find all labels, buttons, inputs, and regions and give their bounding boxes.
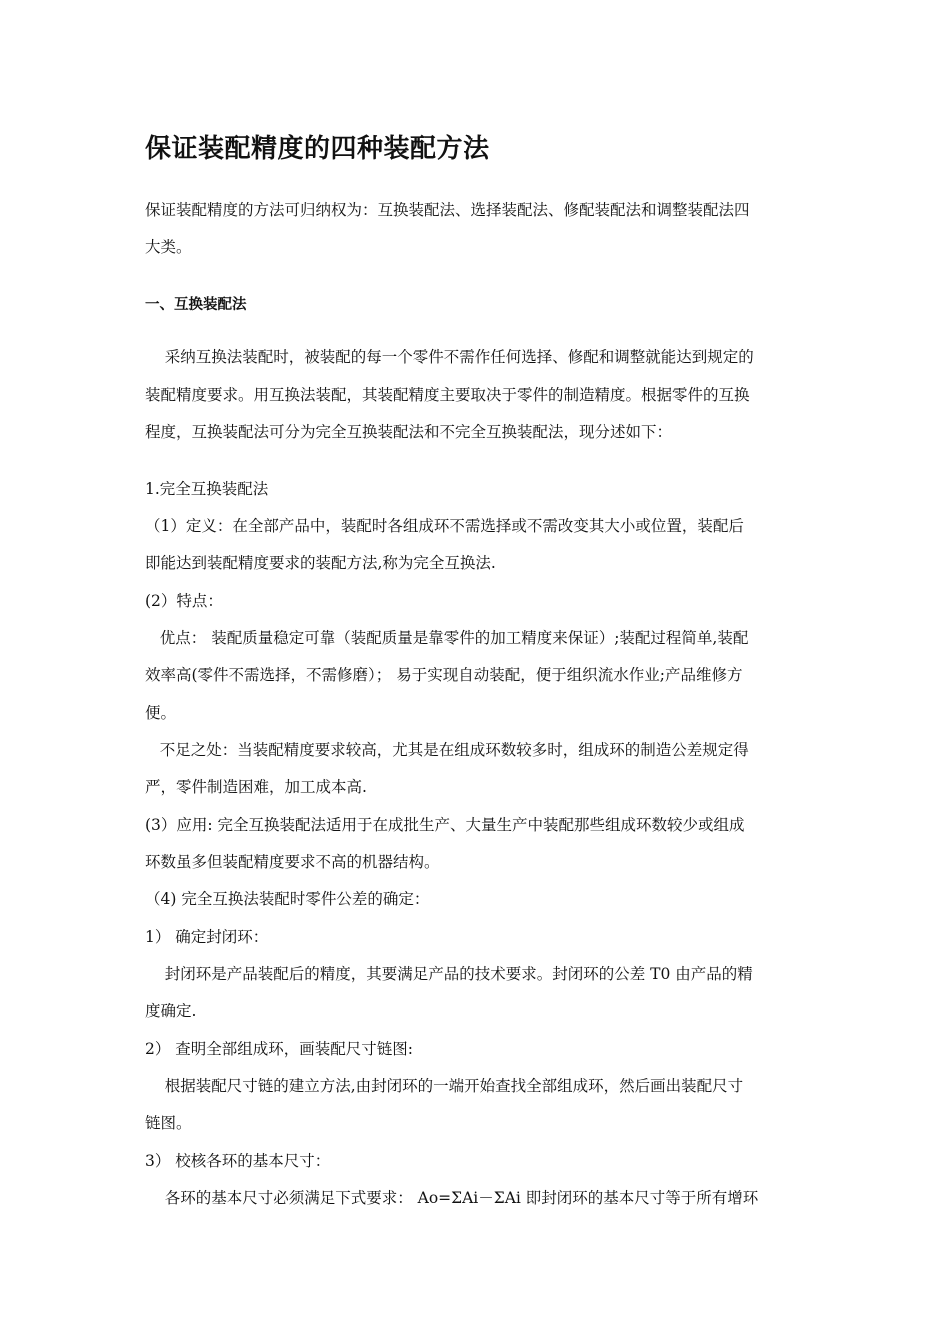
application-line-2: 环数虽多但装配精度要求不高的机器结构。	[145, 853, 440, 871]
subsection-title-complete-interchange: 1.完全互换装配法	[145, 480, 269, 498]
step2-line-2: 链图。	[145, 1114, 192, 1132]
intro-line-1: 保证装配精度的方法可归纳权为：互换装配法、选择装配法、修配装配法和调整装配法四	[145, 201, 750, 219]
section1-line-2: 装配精度要求。用互换法装配，其装配精度主要取决于零件的制造精度。根据零件的互换	[145, 386, 750, 404]
definition-line-2: 即能达到装配精度要求的装配方法,称为完全互换法.	[145, 554, 496, 572]
step3-title: 3） 校核各环的基本尺寸：	[145, 1152, 331, 1170]
disadvantages-line-2: 严，零件制造困难，加工成本高.	[145, 778, 367, 796]
features-label: (2）特点：	[145, 592, 223, 610]
step2-line-1: 根据装配尺寸链的建立方法,由封闭环的一端开始查找全部组成环，然后画出装配尺寸	[145, 1077, 744, 1095]
advantages-line-1: 优点： 装配质量稳定可靠（装配质量是靠零件的加工精度来保证）;装配过程简单,装配	[145, 629, 749, 647]
definition-line-1: （1）定义：在全部产品中，装配时各组成环不需选择或不需改变其大小或位置，装配后	[145, 517, 744, 535]
step1-line-2: 度确定.	[145, 1002, 197, 1020]
advantages-line-2: 效率高(零件不需选择，不需修磨）； 易于实现自动装配，便于组织流水作业;产品维修方	[145, 666, 743, 684]
advantages-line-3: 便。	[145, 704, 177, 722]
document-title: 保证装配精度的四种装配方法	[145, 134, 490, 164]
step3-line-1: 各环的基本尺寸必须满足下式要求： Ao=ΣAi－ΣAi 即封闭环的基本尺寸等于所有增环	[145, 1189, 759, 1207]
section1-line-3: 程度，互换装配法可分为完全互换装配法和不完全互换装配法，现分述如下：	[145, 423, 673, 441]
section-heading-interchange: 一、互换装配法	[145, 297, 247, 313]
intro-line-2: 大类。	[145, 238, 192, 256]
step2-title: 2） 查明全部组成环，画装配尺寸链图:	[145, 1040, 414, 1058]
disadvantages-line-1: 不足之处：当装配精度要求较高，尤其是在组成环数较多时，组成环的制造公差规定得	[145, 741, 749, 759]
tolerance-title: （4) 完全互换法装配时零件公差的确定：	[145, 890, 430, 908]
step1-line-1: 封闭环是产品装配后的精度，其要满足产品的技术要求。封闭环的公差 T0 由产品的精	[145, 965, 753, 983]
step1-title: 1） 确定封闭环：	[145, 928, 269, 946]
application-line-1: (3）应用: 完全互换装配法适用于在成批生产、大量生产中装配那些组成环数较少或组成	[145, 816, 745, 834]
section1-line-1: 采纳互换法装配时，被装配的每一个零件不需作任何选择、修配和调整就能达到规定的	[145, 348, 754, 366]
